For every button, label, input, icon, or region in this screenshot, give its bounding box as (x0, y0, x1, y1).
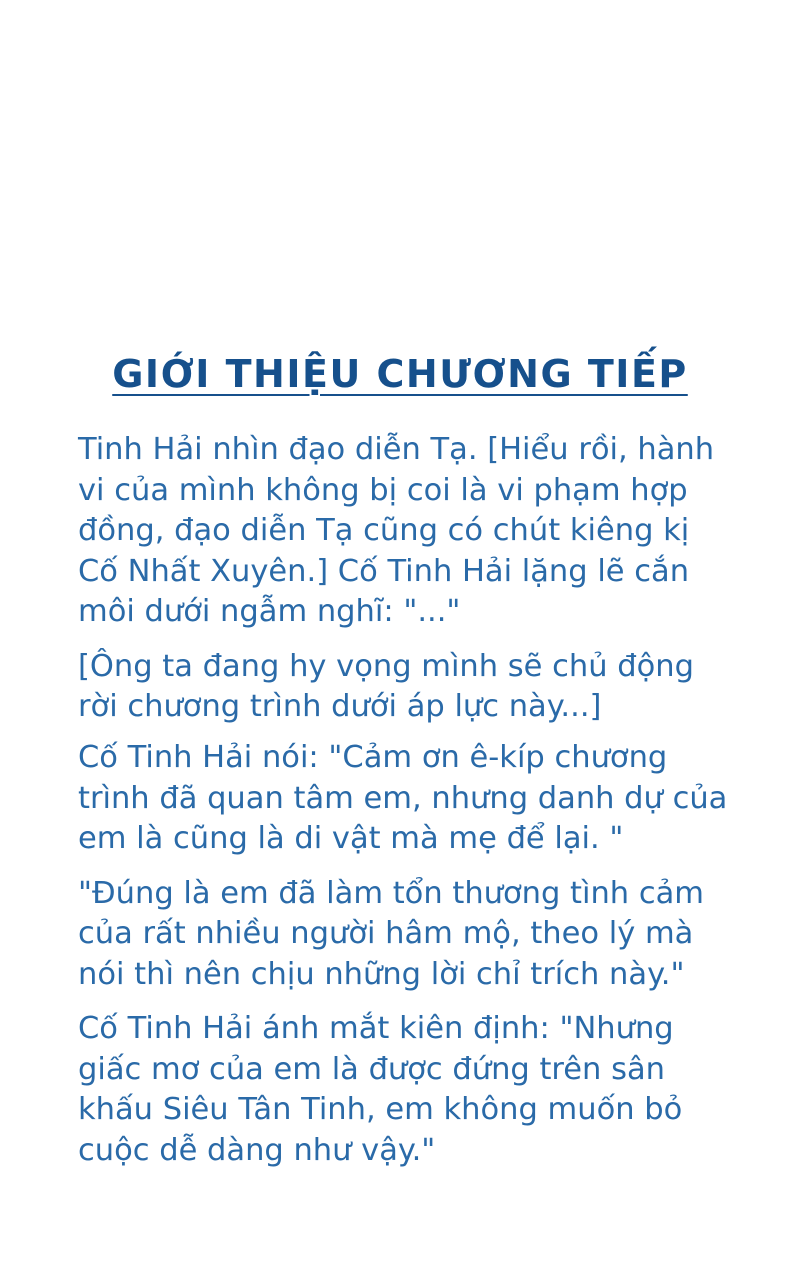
paragraph: Cố Tinh Hải ánh mắt kiên định: "Nhưng giấc mơ của em là được đứng trên sân khấu Siêu Tân Tinh, em không muốn bỏ cuộc dễ dàng như vậy." (78, 1011, 692, 1168)
body-text-block (0, 430, 800, 1172)
paragraph: [Ông ta đang hy vọng mình sẽ chủ động rời chương trình dưới áp lực này...] (78, 648, 704, 725)
page-content (0, 352, 800, 1172)
page-title: GIỚI THIỆU CHƯƠNG TIẾP (112, 352, 688, 396)
paragraph: "Đúng là em đã làm tổn thương tình cảm của rất nhiều người hâm mộ, theo lý mà nói thì nên chịu những lời chỉ trích này." (78, 875, 714, 992)
paragraph: Cố Tinh Hải nói: "Cảm ơn ê-kíp chương trình đã quan tâm em, nhưng danh dự của em là cũng là di vật mà mẹ để lại. " (78, 739, 738, 857)
paragraph: Tinh Hải nhìn đạo diễn Tạ. [Hiểu rồi, hành vi của mình không bị coi là vi phạm hợp đồng, đạo diễn Tạ cũng có chút kiêng kị Cố Nhất Xuyên.] Cố Tinh Hải lặng lẽ cắn môi dưới ngẫm nghĩ: "..." (78, 432, 724, 630)
